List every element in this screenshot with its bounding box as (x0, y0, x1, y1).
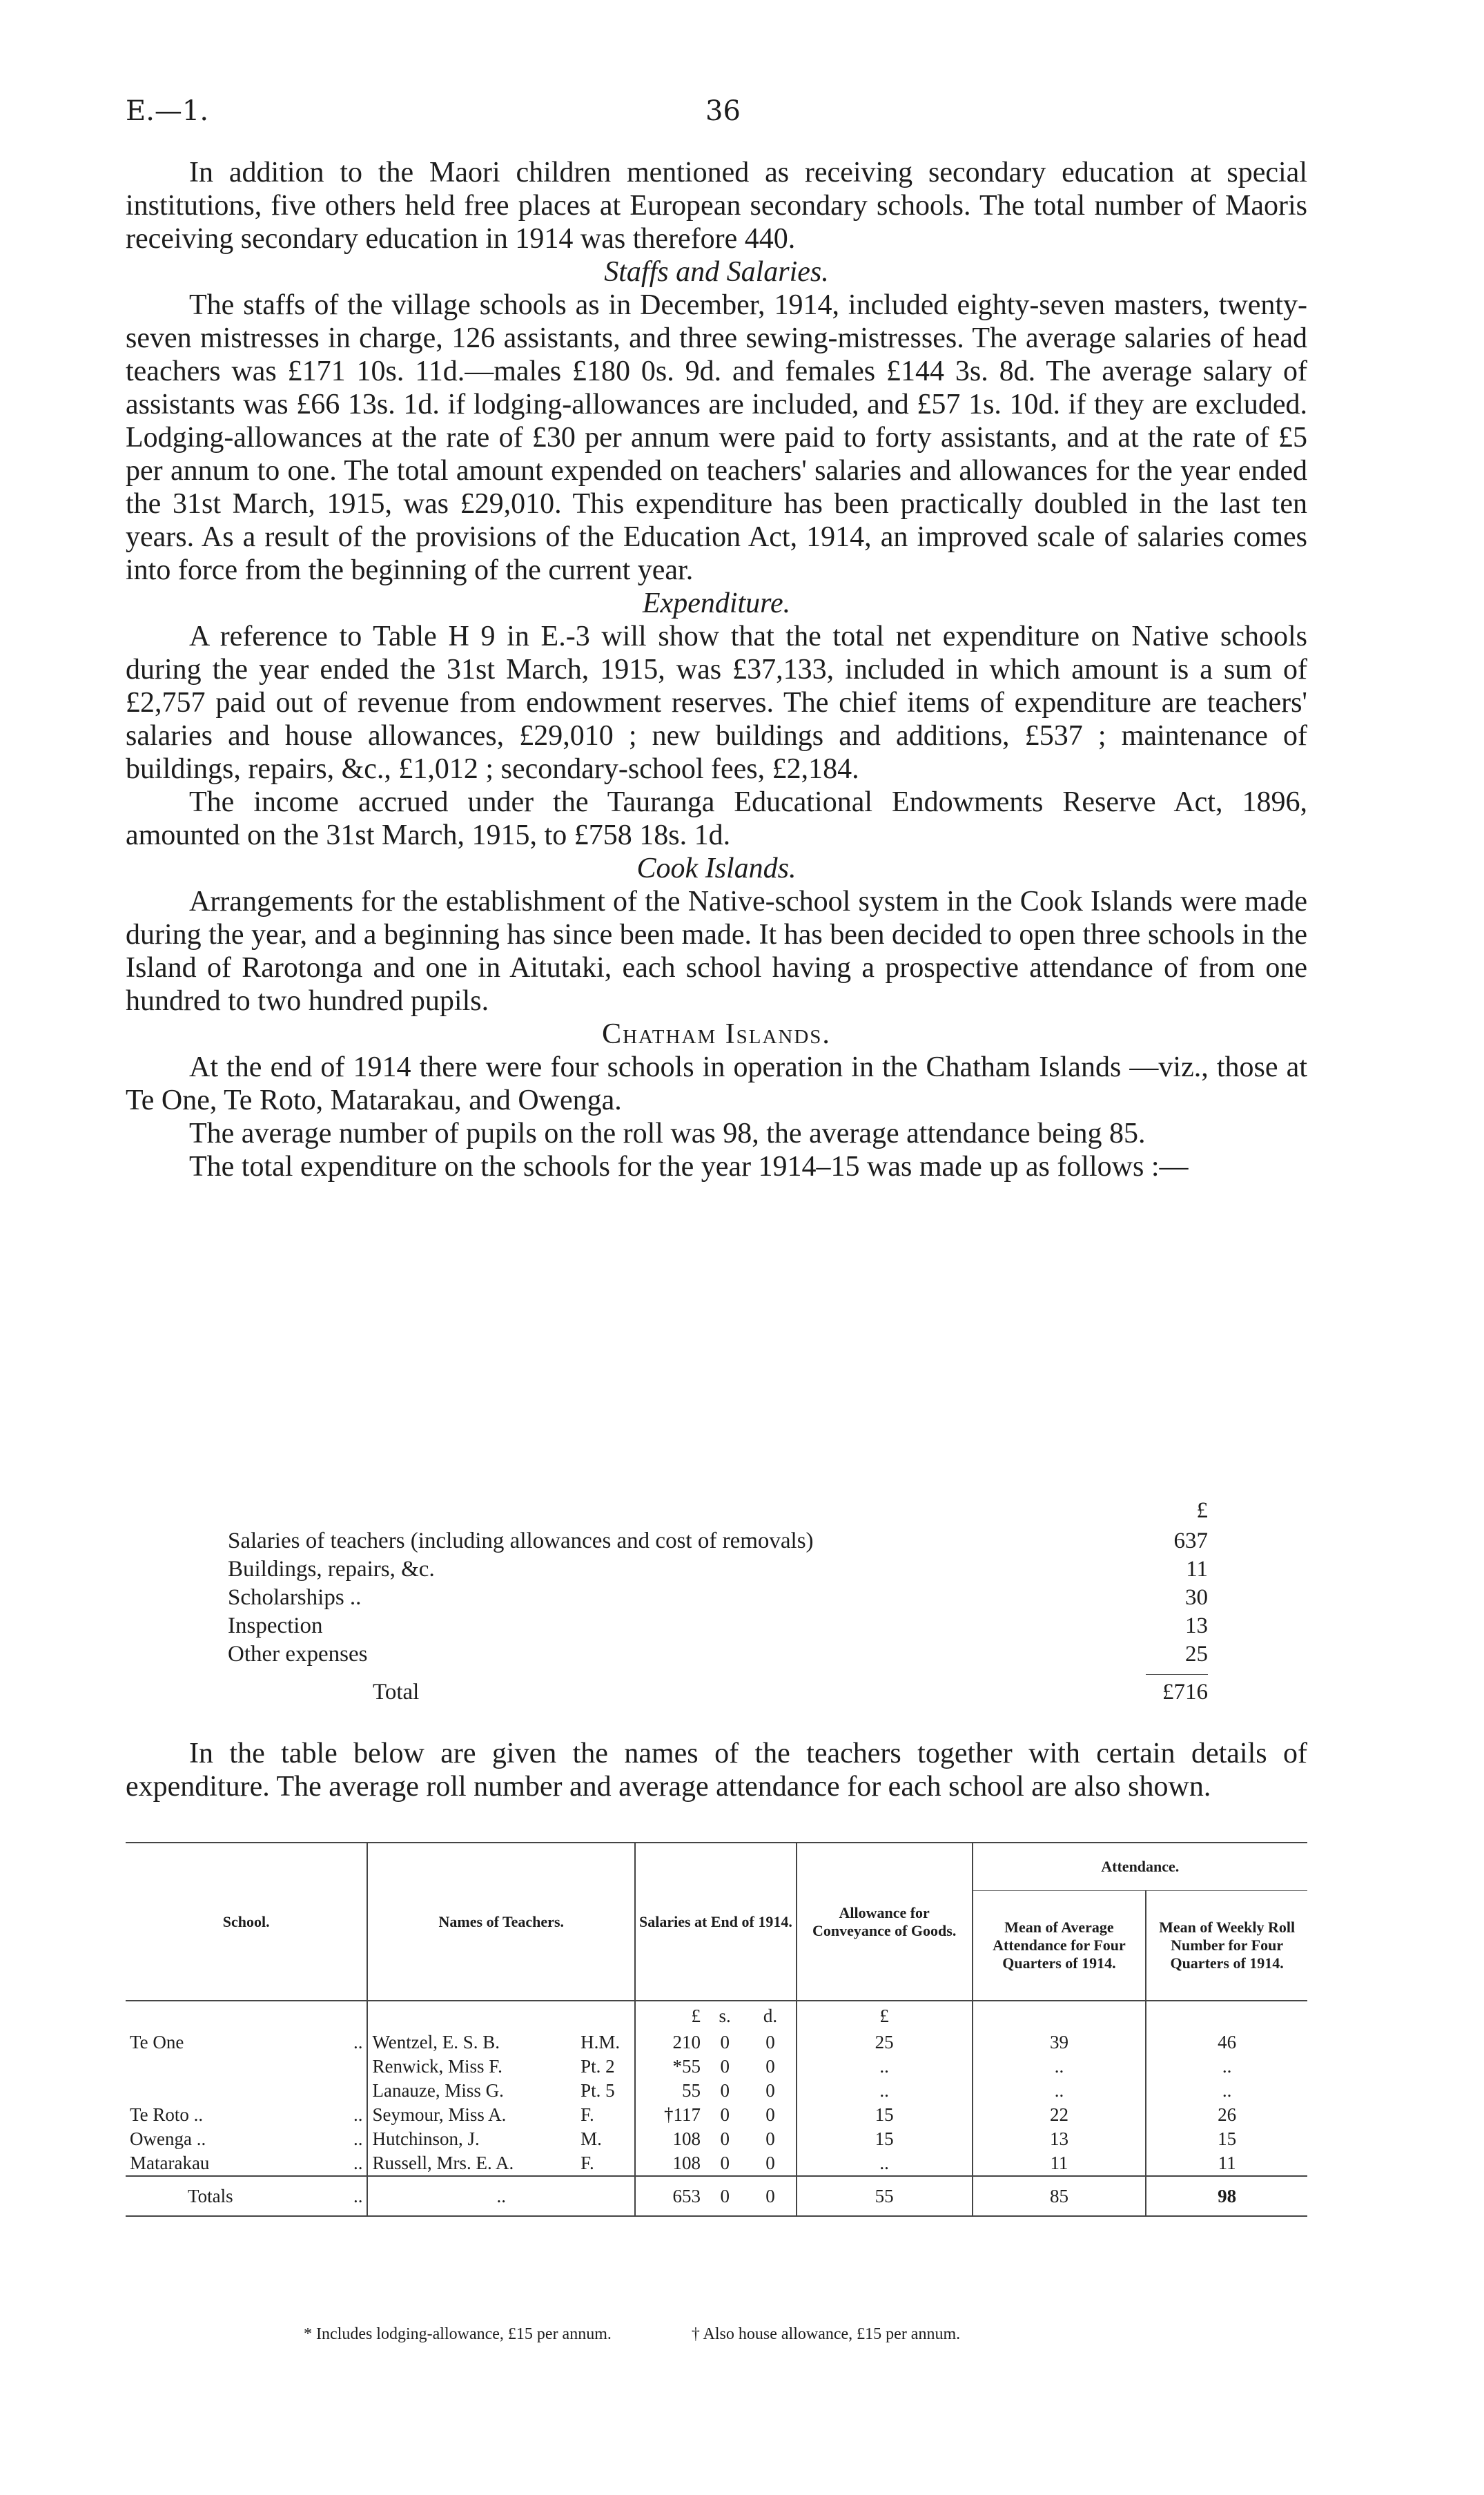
chatham-paragraph-1: At the end of 1914 there were four schools in operation in the Chatham Islands —viz., those at Te One, Te Roto, Matarakau, and Owenga. (126, 1051, 1307, 1116)
table-row (126, 2079, 1307, 2103)
school-name: Te Roto .. (130, 2104, 204, 2125)
mean-average-value: 13 (973, 2127, 1146, 2151)
table-row (126, 2127, 1307, 2151)
salary-shillings: 0 (720, 2056, 730, 2077)
totals-pence: 0 (765, 2185, 775, 2206)
expense-row (228, 1555, 1208, 1584)
mean-weekly-value: 26 (1146, 2103, 1307, 2127)
school-name: Te One (130, 2032, 184, 2052)
footnotes (304, 2325, 1201, 2344)
salary-pence: 0 (765, 2104, 775, 2125)
body-text (126, 156, 1307, 1183)
mean-average-value: .. (973, 2079, 1146, 2103)
salary-pence: 0 (765, 2128, 775, 2149)
names-header: Names of Teachers. (367, 1843, 635, 2001)
expense-label: Scholarships .. (228, 1585, 362, 1610)
mean-weekly-value: .. (1146, 2055, 1307, 2079)
expense-amount: 25 (1185, 1642, 1208, 1667)
teacher-name: Russell, Mrs. E. A. (367, 2151, 576, 2176)
cook-paragraph: Arrangements for the establishment of the Native-school system in the Cook Islands were made during the year, and a beginning has since been made. It has been decided to open three schools in the Island of Rarotonga and one in Aitutaki, each school having a prospective attendance of from one hundred to two hundred pupils. (126, 886, 1307, 1017)
salaries-header: Salaries at End of 1914. (635, 1843, 797, 2001)
leader-dots: .. (353, 2185, 363, 2206)
totals-teacher: .. (367, 2176, 635, 2216)
salary-pounds: *55 (635, 2055, 705, 2079)
report-id: E.—1. (126, 95, 209, 127)
table-intro (126, 1737, 1307, 1803)
salary-pounds: 55 (635, 2079, 705, 2103)
expense-row (228, 1612, 1208, 1640)
teacher-rank: F. (580, 2104, 594, 2125)
teacher-rank: M. (580, 2128, 602, 2149)
mean-weekly-value: .. (1146, 2079, 1307, 2103)
salary-shillings: 0 (720, 2032, 730, 2052)
totals-mean-weekly: 98 (1146, 2176, 1307, 2216)
expense-row (228, 1640, 1208, 1669)
chatham-heading: Chatham Islands. (602, 1018, 831, 1050)
salary-pounds: 210 (635, 2030, 705, 2055)
salary-pounds: 108 (635, 2151, 705, 2176)
mean-weekly-header: Mean of Weekly Roll Number for Four Quarters of 1914. (1146, 1891, 1307, 2001)
school-header: School. (126, 1843, 367, 2001)
leader-dots: .. (353, 2104, 363, 2125)
page-number: 36 (705, 95, 741, 127)
school-name: Owenga .. (130, 2128, 206, 2149)
shillings-unit: s. (719, 2005, 731, 2026)
mean-average-value: 22 (973, 2103, 1146, 2127)
table-row (126, 2151, 1307, 2176)
total-amount: £716 (1162, 1680, 1208, 1705)
salary-shillings: 0 (720, 2080, 730, 2101)
mean-average-value: 11 (973, 2151, 1146, 2176)
mean-average-header: Mean of Average Attendance for Four Quarters of 1914. (973, 1891, 1146, 2001)
allowance-value: 25 (797, 2030, 973, 2055)
expense-label: Other expenses (228, 1642, 368, 1667)
teacher-rank: Pt. 2 (580, 2056, 615, 2077)
intro-paragraph: In addition to the Maori children mentioned as receiving secondary education at special institutions, five others held free places at European secondary schools. The total number of Maoris receiving secondary education in 1914 was therefore 440. (126, 157, 1307, 255)
expense-label: Inspection (228, 1613, 323, 1638)
staffs-paragraph: The staffs of the village schools as in December, 1914, included eighty-seven masters, twenty-seven mistresses in charge, 126 assistants, and three sewing-mistresses. The average salaries of head teachers was £171 10s. 11d.—males £180 0s. 9d. and females £144 3s. 8d. The average salary of assistants was £66 13s. 1d. if lodging-allowances are included, and £57 1s. 10d. if they are excluded. Lodging-allowances at the rate of £30 per annum were paid to forty assistants, and at the rate of £5 per annum to one. The total amount expended on teachers' salaries and allowances for the year ended the 31st March, 1915, was £29,010. This expenditure has been practically doubled in the last ten years. As a result of the provisions of the Education Act, 1914, an improved scale of salaries comes into force from the beginning of the current year. (126, 289, 1307, 586)
expense-amount: 30 (1185, 1585, 1208, 1610)
expenditure-heading: Expenditure. (642, 588, 791, 619)
header-row (126, 1843, 1307, 1891)
salary-pence: 0 (765, 2153, 775, 2173)
teacher-name: Wentzel, E. S. B. (367, 2030, 576, 2055)
pounds-unit: £ (635, 2001, 705, 2030)
teacher-rank: Pt. 5 (580, 2080, 615, 2101)
total-rule (228, 1669, 1208, 1678)
allowance-header: Allowance for Conveyance of Goods. (797, 1843, 973, 2001)
totals-pounds: 653 (635, 2176, 705, 2216)
salary-pence: 0 (765, 2032, 775, 2052)
salary-pounds: †117 (635, 2103, 705, 2127)
allowance-value: .. (797, 2055, 973, 2079)
cook-heading: Cook Islands. (636, 853, 797, 884)
salary-shillings: 0 (720, 2153, 730, 2173)
totals-row (126, 2176, 1307, 2216)
teachers-table (126, 1842, 1307, 2217)
tauranga-paragraph: The income accrued under the Tauranga Educational Endowments Reserve Act, 1896, amounted on the 31st March, 1915, to £758 18s. 1d. (126, 786, 1307, 851)
salary-shillings: 0 (720, 2128, 730, 2149)
expense-row (228, 1584, 1208, 1612)
expense-amount: 637 (1173, 1528, 1208, 1553)
teacher-name: Lanauze, Miss G. (367, 2079, 576, 2103)
totals-allowance: 55 (797, 2176, 973, 2216)
mean-weekly-value: 15 (1146, 2127, 1307, 2151)
teacher-name: Seymour, Miss A. (367, 2103, 576, 2127)
allowance-value: 15 (797, 2103, 973, 2127)
allowance-value: .. (797, 2079, 973, 2103)
table-row (126, 2103, 1307, 2127)
allowance-unit: £ (797, 2001, 973, 2030)
leader-dots: .. (353, 2128, 363, 2149)
page-header (126, 95, 1306, 137)
mean-average-value: .. (973, 2055, 1146, 2079)
expense-label: Salaries of teachers (including allowances and cost of removals) (228, 1528, 814, 1553)
teacher-rank: F. (580, 2153, 594, 2173)
chatham-paragraph-4: In the table below are given the names of the teachers together with certain details of expenditure. The average roll number and average attendance for each school are also shown. (126, 1738, 1307, 1803)
mean-average-value: 39 (973, 2030, 1146, 2055)
totals-shillings: 0 (720, 2185, 730, 2206)
table-row (126, 2030, 1307, 2055)
mean-weekly-value: 46 (1146, 2030, 1307, 2055)
table-row (126, 2055, 1307, 2079)
totals-label: Totals (188, 2185, 233, 2206)
expense-row (228, 1527, 1208, 1555)
footnote-lodging: * Includes lodging-allowance, £15 per annum. (304, 2325, 612, 2343)
expense-label: Buildings, repairs, &c. (228, 1557, 435, 1582)
leader-dots: .. (353, 2153, 363, 2173)
school-name: Matarakau (130, 2153, 210, 2173)
salary-pence: 0 (765, 2080, 775, 2101)
staffs-heading: Staffs and Salaries. (604, 256, 829, 288)
expense-amount: 13 (1185, 1613, 1208, 1638)
total-label: Total (373, 1680, 420, 1705)
expense-total-row (228, 1678, 1208, 1707)
expense-amount: 11 (1186, 1557, 1208, 1582)
footnote-house: † Also house allowance, £15 per annum. (691, 2325, 961, 2343)
allowance-value: .. (797, 2151, 973, 2176)
totals-mean-average: 85 (973, 2176, 1146, 2216)
units-row (126, 2001, 1307, 2030)
mean-weekly-value: 11 (1146, 2151, 1307, 2176)
chatham-paragraph-2: The average number of pupils on the roll was 98, the average attendance being 85. (189, 1118, 1146, 1149)
teacher-name: Renwick, Miss F. (367, 2055, 576, 2079)
pence-unit: d. (763, 2005, 778, 2026)
teacher-name: Hutchinson, J. (367, 2127, 576, 2151)
salary-shillings: 0 (720, 2104, 730, 2125)
teacher-rank: H.M. (580, 2032, 621, 2052)
leader-dots: .. (353, 2032, 363, 2052)
expenditure-list (228, 1498, 1208, 1707)
chatham-paragraph-3: The total expenditure on the schools for the year 1914–15 was made up as follows :— (189, 1151, 1189, 1183)
expenditure-paragraph: A reference to Table H 9 in E.-3 will show that the total net expenditure on Native schools during the year ended the 31st March, 1915, was £37,133, included in which amount is a sum of £2,757 paid out of revenue from endowment reserves. The chief items of expenditure are teachers' salaries and house allowances, £29,010 ; new buildings and additions, £537 ; maintenance of buildings, repairs, &c., £1,012 ; secondary-school fees, £2,184. (126, 621, 1307, 785)
currency-symbol: £ (1196, 1498, 1208, 1523)
attendance-header: Attendance. (973, 1843, 1307, 1891)
salary-pence: 0 (765, 2056, 775, 2077)
salary-pounds: 108 (635, 2127, 705, 2151)
allowance-value: 15 (797, 2127, 973, 2151)
